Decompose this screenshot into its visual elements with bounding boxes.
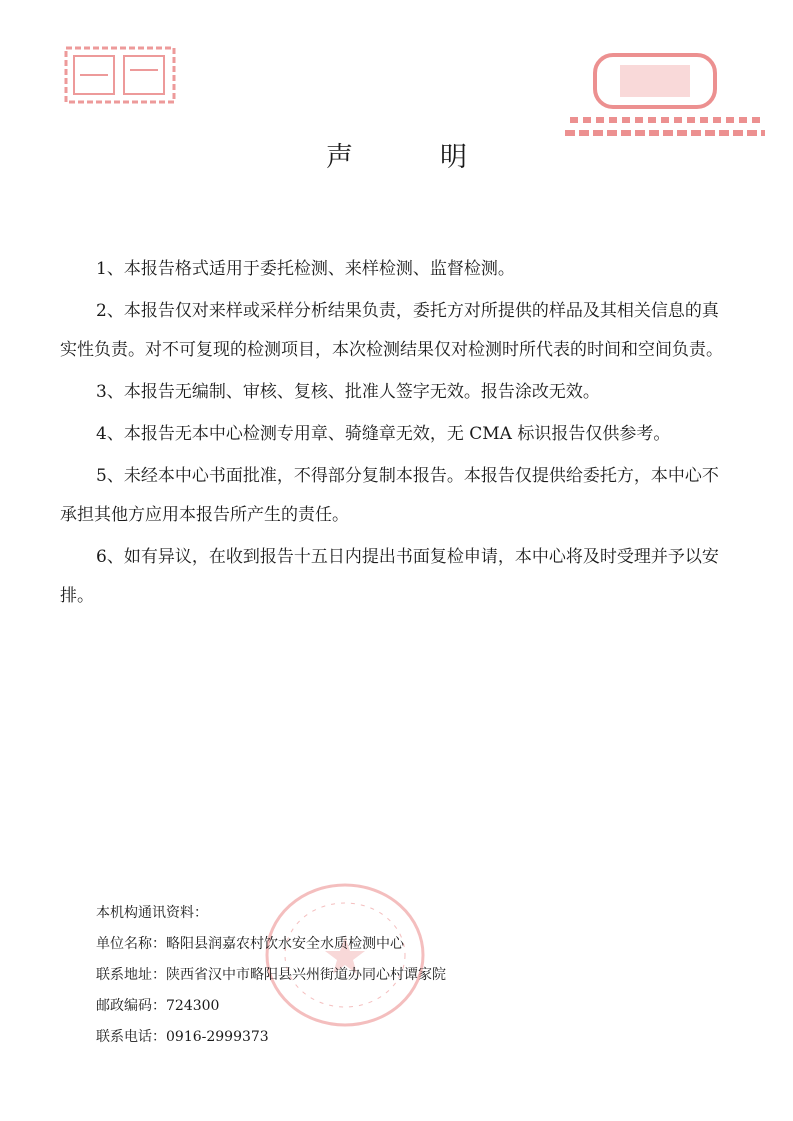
address-label: 联系地址： xyxy=(96,967,166,983)
declaration-item: 5、未经本中心书面批准，不得部分复制本报告。本报告仅提供给委托方，本中心不承担其他方应用本报告所产生的责任。 xyxy=(60,466,719,525)
declaration-item: 3、本报告无编制、审核、复核、批准人签字无效。报告涂改无效。 xyxy=(96,382,600,402)
phone-label: 联系电话： xyxy=(96,1029,166,1045)
red-stamp-icon xyxy=(560,45,770,145)
declaration-item: 4、本报告无本中心检测专用章、骑缝章无效，无 CMA 标识报告仅供参考。 xyxy=(96,424,671,444)
declaration-list xyxy=(60,250,725,619)
postcode-label: 邮政编码： xyxy=(96,998,166,1014)
declaration-item: 6、如有异议，在收到报告十五日内提出书面复检申请，本中心将及时受理并予以安排。 xyxy=(60,547,719,606)
contact-address xyxy=(96,960,596,991)
contact-heading: 本机构通讯资料： xyxy=(96,905,208,921)
contact-info xyxy=(96,898,596,1053)
address-value: 陕西省汉中市略阳县兴州街道办同心村谭家院 xyxy=(166,967,446,983)
phone-value: 0916-2999373 xyxy=(166,1029,269,1045)
declaration-item: 1、本报告格式适用于委托检测、来样检测、监督检测。 xyxy=(96,259,515,279)
unit-value: 略阳县润嘉农村饮水安全水质检测中心 xyxy=(166,936,404,952)
postcode-value: 724300 xyxy=(166,998,220,1014)
contact-postcode xyxy=(96,991,596,1022)
contact-unit xyxy=(96,929,596,960)
page-title: 声 明 xyxy=(326,142,497,173)
declaration-item: 2、本报告仅对来样或采样分析结果负责，委托方对所提供的样品及其相关信息的真实性负责。对不可复现的检测项目，本次检测结果仅对检测时所代表的时间和空间负责。 xyxy=(60,301,723,360)
unit-label: 单位名称： xyxy=(96,936,166,952)
red-stamp-icon xyxy=(60,40,180,110)
contact-phone xyxy=(96,1022,596,1053)
